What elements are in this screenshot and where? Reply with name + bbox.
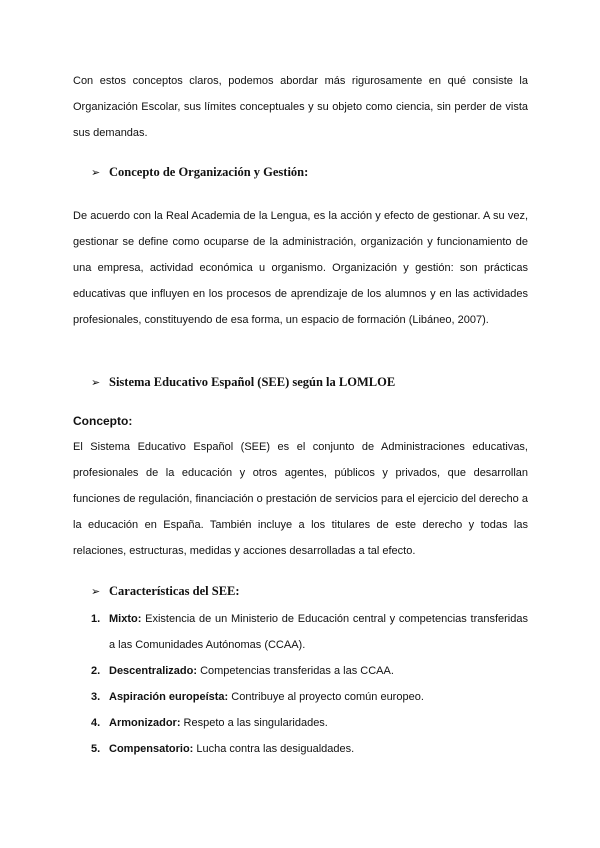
list-item: [91, 658, 528, 684]
heading-text: Sistema Educativo Español (SEE) según la LOMLOE: [109, 375, 396, 389]
list-item-number: 5.: [91, 743, 101, 755]
heading-text: Características del SEE:: [109, 584, 240, 598]
heading-organizacion-gestion: [91, 165, 308, 180]
heading-caracteristicas: [91, 584, 240, 599]
list-item-term: Armonizador:: [109, 717, 181, 729]
sistema-educativo-paragraph: El Sistema Educativo Español (SEE) es el conjunto de Administraciones educativas, profesionales de la educación y otros agentes, públicos y privados, que desarrollan funciones de regulación, financiación o prestación de servicios para el ejercicio del derecho a la educación en España. También incluye a los titulares de este derecho y todas las relaciones, estructuras, medidas y acciones desarrolladas a tal efecto.: [73, 441, 528, 557]
list-item-description: Lucha contra las desigualdades.: [193, 743, 355, 755]
list-item: [91, 684, 528, 710]
caracteristicas-list: [91, 606, 528, 762]
list-item: [91, 736, 528, 762]
heading-sistema-educativo: [91, 375, 395, 390]
list-item-number: 4.: [91, 717, 101, 729]
arrow-bullet-icon: ➢: [91, 376, 101, 389]
list-item-number: 2.: [91, 665, 101, 677]
list-item-number: 3.: [91, 691, 101, 703]
list-item-description: Competencias transferidas a las CCAA.: [197, 665, 394, 677]
organizacion-gestion-paragraph: De acuerdo con la Real Academia de la Lengua, es la acción y efecto de gestionar. A su vez, gestionar se define como ocuparse de la administración, organización y funcionamiento de una empresa, actividad económica u organismo. Organización y gestión: son prácticas educativas que influyen en los procesos de aprendizaje de los alumnos y en las actividades profesionales, constituyendo de esa forma, un espacio de formación (Libáneo, 2007).: [73, 210, 528, 326]
intro-paragraph: Con estos conceptos claros, podemos abordar más rigurosamente en qué consiste la Organización Escolar, sus límites conceptuales y su objeto como ciencia, sin perder de vista sus demandas.: [73, 75, 528, 139]
arrow-bullet-icon: ➢: [91, 166, 101, 179]
list-item: [91, 710, 528, 736]
list-item-description: Existencia de un Ministerio de Educación central y competencias transferidas a las Comunidades Autónomas (CCAA).: [109, 613, 528, 651]
list-item: [91, 606, 528, 658]
heading-text: Concepto de Organización y Gestión:: [109, 165, 309, 179]
list-item-number: 1.: [91, 613, 101, 625]
list-item-term: Descentralizado:: [109, 665, 198, 677]
list-item-description: Respeto a las singularidades.: [180, 717, 328, 729]
list-item-description: Contribuye al proyecto común europeo.: [228, 691, 424, 703]
arrow-bullet-icon: ➢: [91, 585, 101, 598]
list-item-term: Aspiración europeísta:: [109, 691, 229, 703]
concepto-subheading: Concepto:: [73, 414, 133, 428]
list-item-term: Compensatorio:: [109, 743, 194, 755]
list-item-term: Mixto:: [109, 613, 142, 625]
